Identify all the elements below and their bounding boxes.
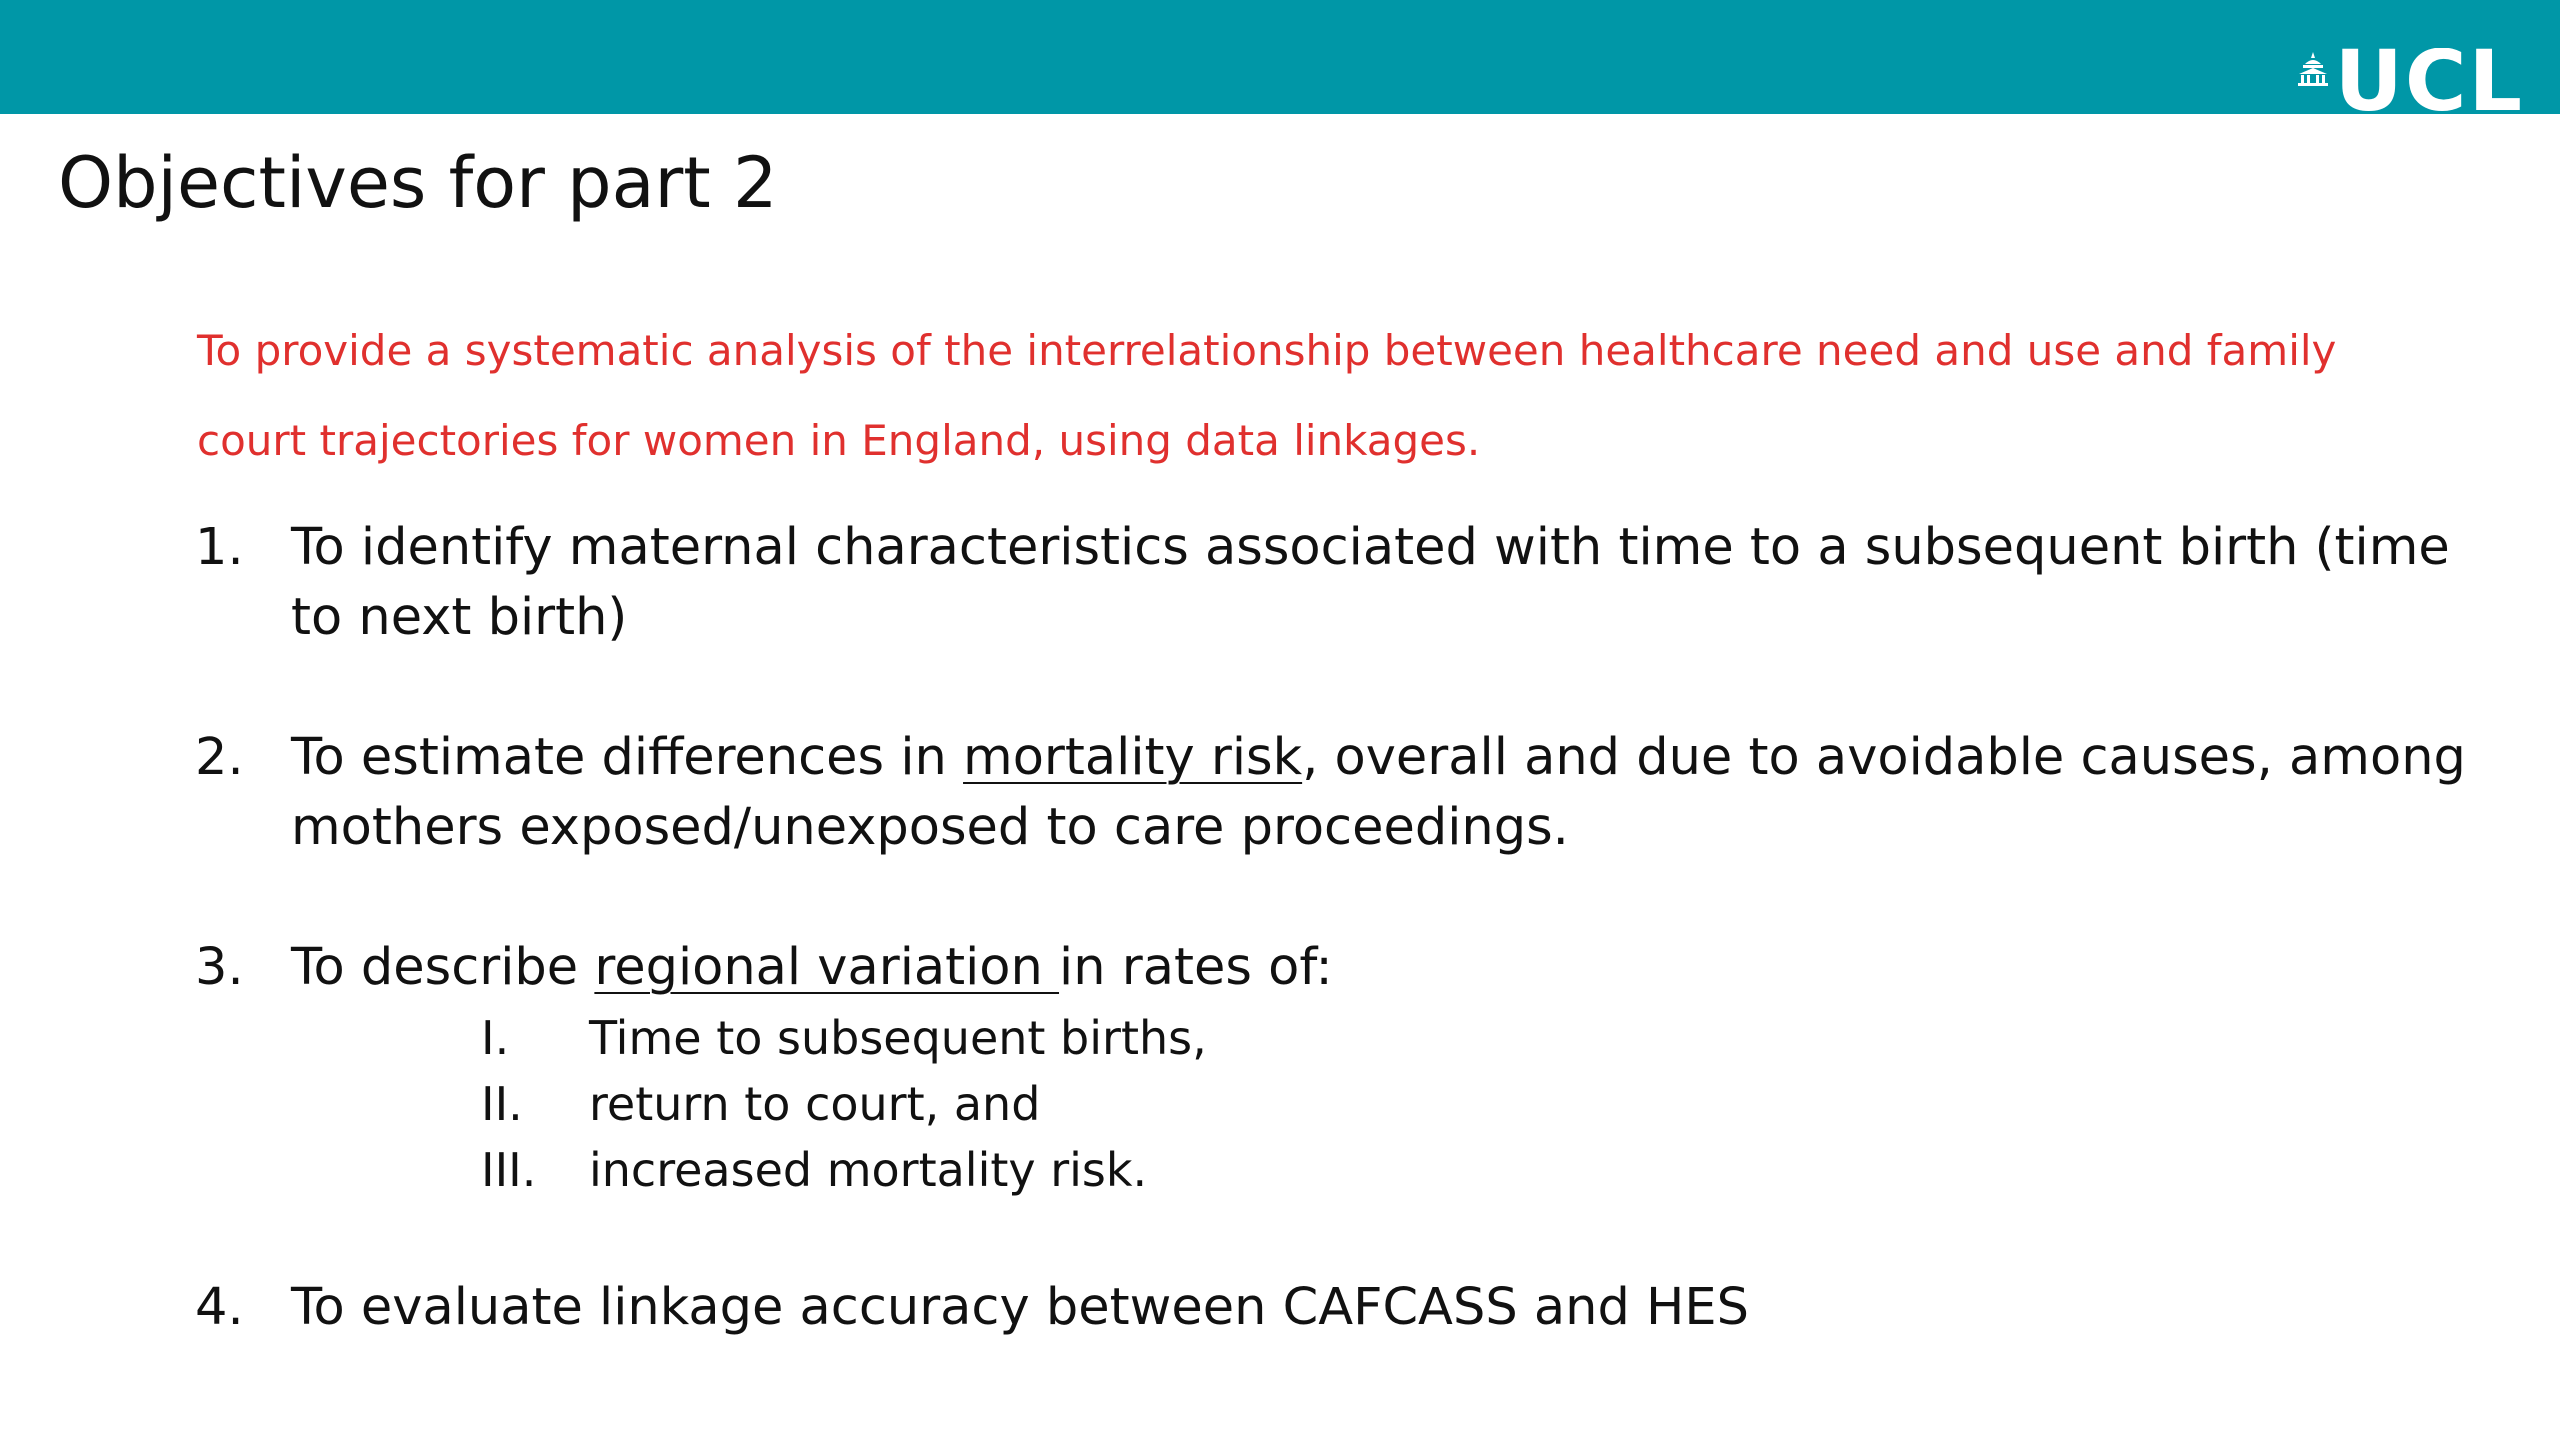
objectives-list [195, 513, 2475, 1343]
sub-item-1 [481, 1005, 2475, 1071]
sub-item-text: return to court, and [589, 1077, 1041, 1131]
objective-text: To identify maternal characteristics associated with time to a subsequent birth (time to next birth) [291, 518, 2450, 647]
objective-text-end: , overall and due to avoidable causes, among mothers exposed/unexposed to care proceedings. [291, 728, 2466, 857]
slide-title: Objectives for part 2 [58, 142, 778, 224]
rates-sub-list [291, 1005, 2475, 1203]
objective-2 [195, 723, 2475, 863]
regional-variation-emphasis: regional variation [594, 938, 1060, 997]
sub-item-numeral: III. [481, 1143, 537, 1197]
objective-text [291, 723, 2475, 863]
objective-number: 2. [195, 728, 244, 787]
logo-text: UCL [2334, 48, 2524, 114]
portico-icon [2297, 52, 2329, 86]
sub-item-text: Time to subsequent births, [589, 1011, 1207, 1065]
ucl-logo [2297, 48, 2524, 114]
objective-4 [195, 1273, 2475, 1343]
objective-text-start: To describe [291, 938, 595, 997]
objective-number: 3. [195, 938, 244, 997]
sub-item-3 [481, 1137, 2475, 1203]
objective-text: To evaluate linkage accuracy between CAFCASS and HES [291, 1278, 1750, 1337]
objective-body [291, 933, 2475, 1203]
intro-text: To provide a systematic analysis of the interrelationship between healthcare need and use and family court trajectories for women in England, using data linkages. [197, 326, 2337, 465]
sub-item-numeral: I. [481, 1011, 510, 1065]
objective-3 [195, 933, 2475, 1203]
objective-text-end: in rates of: [1059, 938, 1333, 997]
sub-item-numeral: II. [481, 1077, 523, 1131]
objective-text-start: To estimate differences in [291, 728, 964, 787]
objective-number: 4. [195, 1278, 244, 1337]
objective-1 [195, 513, 2475, 653]
objective-number: 1. [195, 518, 244, 577]
mortality-risk-emphasis: mortality risk [963, 728, 1303, 787]
objective-text [291, 933, 2475, 1003]
sub-item-text: increased mortality risk. [589, 1143, 1148, 1197]
sub-item-2 [481, 1071, 2475, 1137]
header-bar [0, 0, 2560, 114]
